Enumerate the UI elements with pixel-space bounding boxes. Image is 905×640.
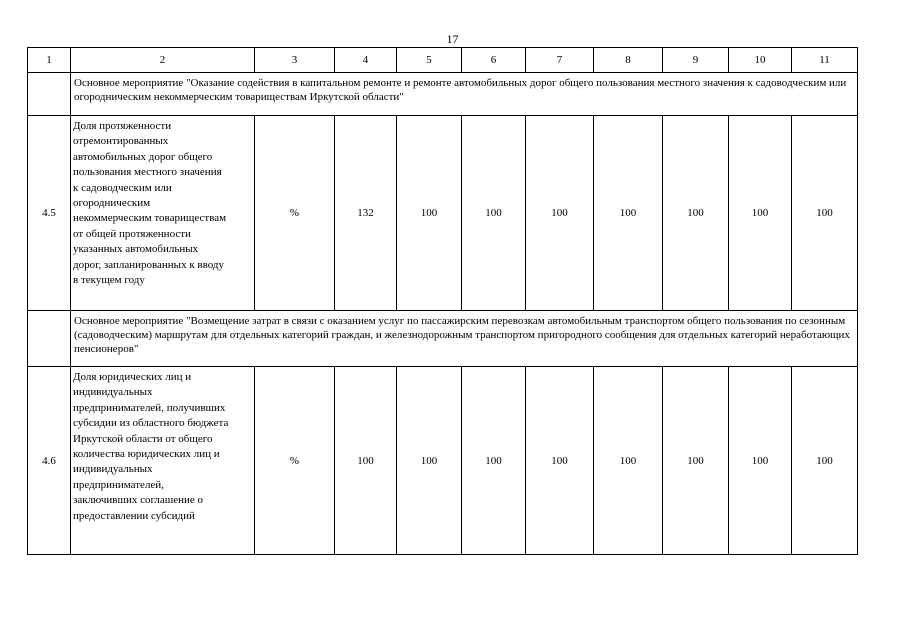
value-cell: 100 xyxy=(397,367,462,555)
column-header: 1 xyxy=(28,48,71,73)
value-cell: 100 xyxy=(526,116,594,311)
column-header: 6 xyxy=(462,48,526,73)
value-cell: 100 xyxy=(663,367,729,555)
column-header: 8 xyxy=(594,48,663,73)
name-line: огородническим xyxy=(73,197,151,210)
column-header: 5 xyxy=(397,48,462,73)
name-line: автомобильных дорог общего xyxy=(73,150,213,163)
indicator-name xyxy=(71,116,255,311)
value-cell: 100 xyxy=(526,367,594,555)
value-cell: 100 xyxy=(397,116,462,311)
name-line: пользования местного значения xyxy=(73,166,222,179)
name-line: к садоводческим или xyxy=(73,181,172,194)
section-empty-cell xyxy=(28,73,71,116)
column-header: 9 xyxy=(663,48,729,73)
column-header: 10 xyxy=(729,48,792,73)
value-cell: 100 xyxy=(729,116,792,311)
column-header: 11 xyxy=(792,48,858,73)
name-line: предпринимателей, получивших xyxy=(73,401,226,414)
value-cell: 100 xyxy=(594,367,663,555)
section-row xyxy=(28,73,858,116)
value-cell: 100 xyxy=(462,116,526,311)
section-empty-cell xyxy=(28,311,71,367)
name-line: некоммерческим товариществам xyxy=(73,212,227,225)
name-line: Доля протяженности xyxy=(73,120,172,132)
section-row xyxy=(28,311,858,367)
indicators-table xyxy=(27,47,858,555)
page-number: 17 xyxy=(446,32,459,46)
value-cell: 100 xyxy=(462,367,526,555)
column-header: 4 xyxy=(335,48,397,73)
row-number: 4.5 xyxy=(28,116,71,311)
name-line: указанных автомобильных xyxy=(73,243,199,256)
name-line: дорог, запланированных к вводу xyxy=(73,258,225,271)
unit-cell: % xyxy=(255,116,335,311)
value-cell: 132 xyxy=(335,116,397,311)
value-cell: 100 xyxy=(663,116,729,311)
value-cell: 100 xyxy=(792,367,858,555)
name-line: индивидуальных xyxy=(73,386,153,399)
value-cell: 100 xyxy=(335,367,397,555)
name-line: предпринимателей, xyxy=(73,478,164,491)
row-number: 4.6 xyxy=(28,367,71,555)
value-cell: 100 xyxy=(594,116,663,311)
unit-cell: % xyxy=(255,367,335,555)
column-header: 7 xyxy=(526,48,594,73)
name-line: Иркутской области от общего xyxy=(73,432,213,445)
indicator-name xyxy=(71,367,255,555)
column-header: 3 xyxy=(255,48,335,73)
section-title: Основное мероприятие "Оказание содействия в капитальном ремонте и ремонте автомобильных дорог общего пользования местного значения к садоводческим или огородническим некоммерческим товариществам Иркутской области" xyxy=(71,73,858,116)
value-cell: 100 xyxy=(792,116,858,311)
table-row xyxy=(28,116,858,311)
name-line: отремонтированных xyxy=(73,135,169,148)
name-line: субсидии из областного бюджета xyxy=(73,417,229,430)
name-line: индивидуальных xyxy=(73,463,153,476)
name-line: заключивших соглашение о xyxy=(73,494,204,507)
section-title: Основное мероприятие "Возмещение затрат в связи с оказанием услуг по пассажирским перевозкам автомобильным транспортом общего пользования по сезонным (садоводческим) маршрутам для отдельных категорий граждан, и железнодорожным транспортом пригородного сообщения для отдельных категорий неработающих пенсионеров" xyxy=(71,311,858,367)
table-row xyxy=(28,367,858,555)
name-line: Доля юридических лиц и xyxy=(73,371,192,383)
name-line: количества юридических лиц и xyxy=(73,448,220,461)
header-row xyxy=(28,48,858,73)
value-cell: 100 xyxy=(729,367,792,555)
name-line: предоставлении субсидий xyxy=(73,509,195,522)
name-line: от общей протяженности xyxy=(73,227,191,240)
column-header: 2 xyxy=(71,48,255,73)
name-line: в текущем году xyxy=(73,274,145,287)
